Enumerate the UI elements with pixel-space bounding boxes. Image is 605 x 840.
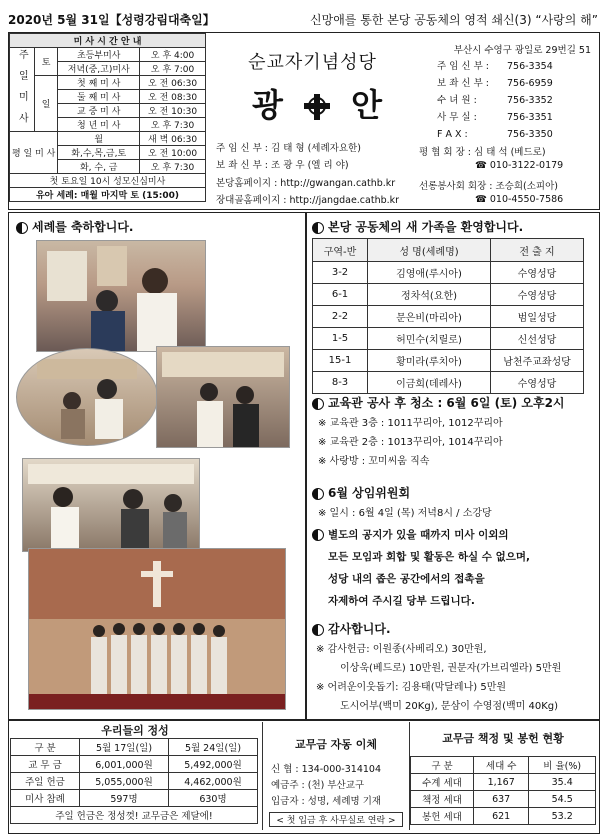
contact-line: F A X : 756-3350 bbox=[437, 129, 553, 140]
homepage-link[interactable]: 본당홈페이지 : http://gwangan.cathb.kr bbox=[216, 178, 396, 189]
weekday-mass-label: 평 일 미 사 bbox=[10, 132, 58, 174]
mass-row-time: 오 전 08:30 bbox=[140, 90, 206, 104]
parish-name-left: 광 bbox=[251, 86, 283, 124]
list-item: 도시어부(백미 20Kg), 문삼이 수영점(백미 40Kg) bbox=[340, 701, 558, 712]
weekday-row-time: 새 벽 06:30 bbox=[140, 132, 206, 146]
weekday-row-name: 월 bbox=[58, 132, 140, 146]
parish-subtitle: 순교자기념성당 bbox=[248, 52, 377, 73]
mass-schedule-title: 미 사 시 간 안 내 bbox=[10, 34, 206, 48]
half-circle-icon bbox=[312, 624, 324, 636]
notice-line: 모든 모임과 회합 및 활동은 하실 수 없으며, bbox=[328, 551, 531, 563]
baptism-photo-1 bbox=[36, 240, 206, 352]
contact-block bbox=[415, 36, 595, 206]
mass-row-name: 저녁(중,고)미사 bbox=[58, 62, 140, 76]
contact-line: 수 녀 원 : 756-3352 bbox=[437, 95, 553, 106]
baptism-photo-2 bbox=[16, 348, 158, 446]
contact-line: 보 좌 신 부 : 756-6959 bbox=[437, 78, 553, 89]
issue-date: 2020년 5월 31일【성령강림대축일】 bbox=[8, 13, 215, 27]
welfare-chair-phone: ☎ 010-4550-7586 bbox=[475, 194, 564, 205]
sunday-label: 일 bbox=[34, 76, 58, 132]
council-title: 6월 상임위원회 bbox=[312, 484, 410, 501]
parish-name bbox=[242, 80, 392, 124]
contact-line: 주 임 신 부 : 756-3354 bbox=[437, 61, 553, 72]
header-line bbox=[8, 8, 598, 30]
notice-line: 성당 내의 좁은 공간에서의 접촉을 bbox=[328, 573, 485, 585]
parish-cross-icon bbox=[302, 92, 332, 122]
welcome-title: 본당 공동체의 새 가족을 환영합니다. bbox=[312, 218, 523, 235]
table-row: 봉헌 세대 621 53.2 bbox=[411, 808, 596, 825]
offering-header: 구 분 bbox=[11, 739, 80, 756]
council-chair: 평 협 회 장 : 심 태 석 (베드로) bbox=[419, 147, 546, 158]
half-circle-icon bbox=[312, 529, 324, 541]
notice-line: 별도의 공지가 있을 때까지 미사 이외의 bbox=[312, 524, 596, 546]
parish-block bbox=[212, 36, 410, 204]
auto-transfer-line: 입금자 : 성명, 세례명 기재 bbox=[271, 796, 382, 807]
welcome-header: 구역-반 bbox=[313, 239, 368, 262]
table-row: 15-1 황미라(루치아) 남천주교좌성당 bbox=[313, 350, 584, 372]
table-row: 3-2 김영애(루시아) 수영성당 bbox=[313, 262, 584, 284]
first-saturday-mass: 첫 토요일 10시 성모신심미사 bbox=[10, 174, 206, 188]
baptism-title: 세례를 축하합니다. bbox=[16, 218, 133, 235]
half-circle-icon bbox=[16, 222, 28, 234]
table-row: 1-5 허민수(치릴로) 신선성당 bbox=[313, 328, 584, 350]
thanks-title: 감사합니다. bbox=[312, 620, 391, 637]
welcome-header: 성 명(세례명) bbox=[368, 239, 491, 262]
baptism-photo-4 bbox=[22, 458, 200, 552]
baptism-photo-3 bbox=[156, 346, 290, 448]
offering-header: 5월 24일(일) bbox=[169, 739, 258, 756]
council-chair-phone: ☎ 010-3122-0179 bbox=[475, 160, 564, 171]
mass-row-name: 교 중 미 사 bbox=[58, 104, 140, 118]
offering-footer: 주일 헌금은 정성껏! 교무금은 제달에! bbox=[11, 807, 258, 824]
weekday-row-time: 오 후 7:30 bbox=[140, 160, 206, 174]
table-row: 교 무 금 6,001,000원 5,492,000원 bbox=[11, 756, 258, 773]
thanks-list bbox=[316, 640, 598, 716]
welcome-header: 전 출 지 bbox=[491, 239, 584, 262]
half-circle-icon bbox=[312, 398, 324, 410]
mass-row-time: 오 전 06:30 bbox=[140, 76, 206, 90]
mass-row-name: 첫 째 미 사 bbox=[58, 76, 140, 90]
mass-row-name: 둘 째 미 사 bbox=[58, 90, 140, 104]
cleaning-list bbox=[318, 414, 503, 471]
council-item: ※ 일시 : 6월 4일 (목) 저녁8시 / 소강당 bbox=[318, 508, 492, 519]
auto-transfer-title: 교무금 자동 이체 bbox=[294, 738, 378, 751]
table-row: 주일 헌금 5,055,000원 4,462,000원 bbox=[11, 773, 258, 790]
list-item: ※ 교육관 3층 : 1011꾸리아, 1012꾸리아 bbox=[318, 418, 503, 429]
offering-title: 우리들의 정성 bbox=[101, 724, 169, 737]
saturday-label: 토 bbox=[34, 48, 58, 76]
group-photo bbox=[28, 548, 286, 710]
jangdae-link[interactable]: 장대골홈페이지 : http://jangdae.cathb.kr bbox=[216, 195, 400, 206]
mass-row-time: 오 후 7:00 bbox=[140, 62, 206, 76]
pastor-line: 주 임 신 부 : 김 태 형 (세례자요한) bbox=[216, 143, 361, 154]
weekday-row-time: 오 전 10:00 bbox=[140, 146, 206, 160]
list-item: ※ 사랑방 : 꼬미씨움 직속 bbox=[318, 456, 430, 467]
auto-transfer-box bbox=[262, 722, 410, 830]
welcome-table bbox=[312, 238, 584, 394]
status-header: 비 율(%) bbox=[529, 757, 596, 774]
list-item: ※ 감사헌금: 이원종(사베리오) 30만원, bbox=[316, 644, 487, 655]
status-header: 구 분 bbox=[411, 757, 474, 774]
sunday-mass-label: 주 일 미 사 bbox=[10, 48, 35, 132]
mass-row-time: 오 후 4:00 bbox=[140, 48, 206, 62]
mass-schedule bbox=[9, 33, 206, 202]
assistant-line: 보 좌 신 부 : 조 광 우 (엘 리 야) bbox=[216, 160, 349, 171]
status-box bbox=[410, 722, 596, 825]
parish-name-right: 안 bbox=[351, 86, 383, 124]
weekday-row-name: 화,수,목,금,토 bbox=[58, 146, 140, 160]
mass-row-name: 청 년 미 사 bbox=[58, 118, 140, 132]
mass-row-time: 오 후 7:30 bbox=[140, 118, 206, 132]
half-circle-icon bbox=[312, 222, 324, 234]
table-row: 6-1 정차석(요한) 수영성당 bbox=[313, 284, 584, 306]
list-item: ※ 교육관 2층 : 1013꾸리아, 1014꾸리아 bbox=[318, 437, 503, 448]
list-item: ※ 어려운이웃돕기: 김용태(막달레나) 5만원 bbox=[316, 682, 507, 693]
address: 부산시 수영구 광일로 29번길 51 bbox=[453, 45, 591, 56]
list-item: 이상욱(베드로) 10만원, 권문자(가브리엘라) 5만원 bbox=[340, 663, 562, 674]
offering-box bbox=[10, 722, 260, 824]
weekday-row-name: 화, 수, 금 bbox=[58, 160, 140, 174]
table-row: 8-3 이금희(데레사) 수영성당 bbox=[313, 372, 584, 394]
notice-block bbox=[312, 524, 596, 612]
welfare-chair: 선롱봉사회 회장 : 조승희(소피아) bbox=[419, 181, 558, 192]
mass-row-time: 오 전 10:30 bbox=[140, 104, 206, 118]
auto-transfer-line: 신 협 : 134-000-314104 bbox=[271, 764, 382, 775]
half-circle-icon bbox=[312, 488, 324, 500]
notice-line: 자제하여 주시길 당부 드립니다. bbox=[328, 595, 475, 607]
auto-transfer-note: < 첫 입금 후 사무실로 연락 > bbox=[269, 812, 403, 827]
status-title: 교무금 책정 및 봉헌 현황 bbox=[442, 732, 564, 745]
contact-line: 사 무 실 : 756-3351 bbox=[437, 112, 553, 123]
table-row: 책정 세대 637 54.5 bbox=[411, 791, 596, 808]
cleaning-title: 교육관 공사 후 청소 : 6월 6일 (토) 오후2시 bbox=[312, 394, 565, 411]
status-header: 세대 수 bbox=[474, 757, 529, 774]
yearly-motto: 신망애를 통한 본당 공동체의 영적 쇄신(3) “사랑의 해” bbox=[310, 13, 598, 27]
table-row: 수계 세대 1,167 35.4 bbox=[411, 774, 596, 791]
table-row: 2-2 문은비(마리아) 범일성당 bbox=[313, 306, 584, 328]
auto-transfer-line: 예금주 : (천) 부산교구 bbox=[271, 780, 365, 791]
mass-row-name: 초등부미사 bbox=[58, 48, 140, 62]
offering-header: 5월 17일(일) bbox=[80, 739, 169, 756]
infant-baptism: 유아 세례: 매월 마지막 토 (15:00) bbox=[10, 188, 206, 202]
table-row: 미사 참례 597명 630명 bbox=[11, 790, 258, 807]
